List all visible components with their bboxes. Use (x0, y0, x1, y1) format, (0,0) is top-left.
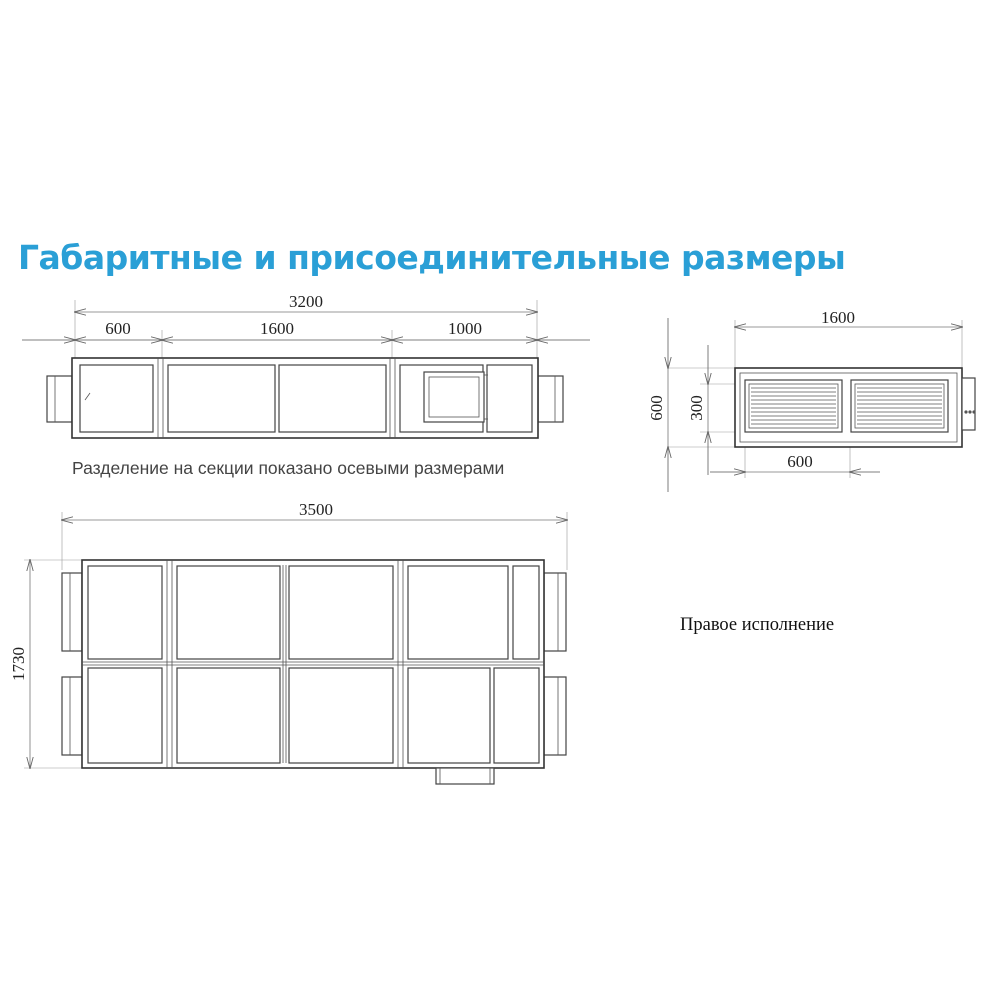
dim-top-length: 3500 (299, 500, 333, 519)
dim-top-width: 1730 (9, 647, 28, 681)
control-box (962, 378, 975, 430)
top-view (9, 500, 834, 784)
duct-right (538, 376, 563, 422)
access-hatch (424, 372, 484, 422)
duct-top-left-lower (62, 677, 82, 755)
duct-left (47, 376, 72, 422)
side-view (22, 292, 590, 478)
dim-opening-width: 600 (787, 452, 813, 471)
dim-end-width: 1600 (821, 308, 855, 327)
page-title: Габаритные и присоединительные размеры (18, 238, 846, 277)
duct-top-right-lower (544, 677, 566, 755)
sections-note: Разделение на секции показано осевыми размерами (72, 458, 505, 478)
duct-top-left-upper (62, 573, 82, 651)
duct-top-right-upper (544, 573, 566, 651)
dim-end-height: 600 (647, 395, 666, 421)
version-label: Правое исполнение (680, 615, 835, 635)
dim-section-mid: 1600 (260, 319, 294, 338)
dim-section-right: 1000 (448, 319, 482, 338)
bottom-hatch (436, 768, 494, 784)
dim-section-left: 600 (105, 319, 131, 338)
dim-total: 3200 (289, 292, 323, 311)
end-view (647, 308, 976, 492)
dim-opening-height: 300 (687, 395, 706, 421)
